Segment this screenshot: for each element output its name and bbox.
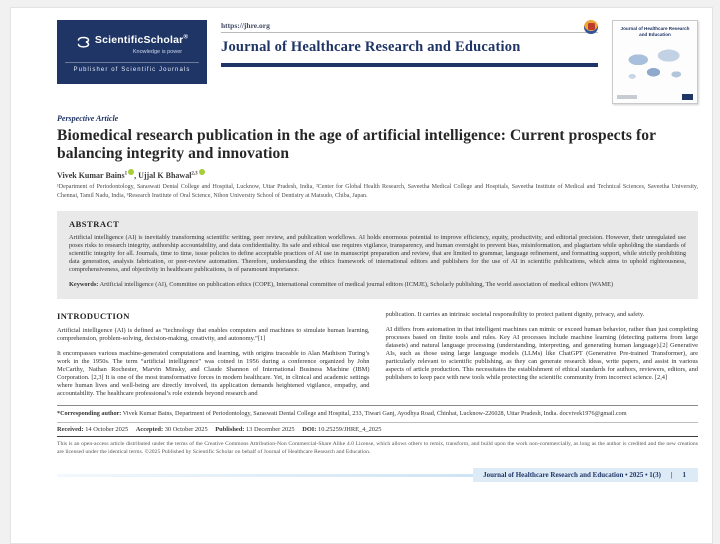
cover-logo-mark bbox=[682, 94, 693, 100]
publisher-logo-row bbox=[65, 30, 199, 55]
author-affiliation-sup: 2,3 bbox=[191, 171, 198, 177]
orcid-icon[interactable] bbox=[199, 169, 205, 175]
journal-cover-thumbnail bbox=[612, 20, 698, 104]
footer-divider-glyph: | bbox=[670, 471, 673, 480]
article-type-label: Perspective Article bbox=[57, 114, 119, 123]
doi-value: 10.25259/JHRE_4_2025 bbox=[316, 426, 382, 434]
abstract-box bbox=[57, 211, 698, 299]
footnote-divider bbox=[57, 405, 698, 406]
body-paragraph: Artificial intelligence (AI) is defined as “technology that enables computers and machines to simulate human learning, comprehension, problem-solving, decision-making, creativity, and autonomy.”[1] bbox=[57, 326, 370, 342]
body-paragraph: It encompasses various machine-generated computations and learning, with origins traceable to Alan Mathison Turing’s work in the 1950s. The term “artificial intelligence” was coined in 1956 during a conference organized by John McCarthy, Nathan Rochester, Marvin Minsky, and Claude Shannon of International Business Machine (IBM) Corporation. [2,3] It is one of the most transformative forces in modern healthcare. Yet, in clinical and academic settings where human lives and well-being are directly involved, its application demands heightened vigilance, empathy, and accountability. The healthcare professional’s role extends beyond research and bbox=[57, 349, 370, 398]
publisher-logo-block bbox=[57, 20, 207, 84]
scientific-scholar-logo-icon bbox=[76, 36, 91, 49]
journal-masthead bbox=[221, 20, 598, 67]
left-column bbox=[57, 311, 370, 399]
keywords-line bbox=[69, 281, 686, 289]
abstract-heading: ABSTRACT bbox=[69, 218, 120, 229]
accepted-date: 30 October 2025 bbox=[163, 426, 210, 434]
cover-title: Journal of Healthcare Research and Education bbox=[620, 26, 690, 37]
corresponding-author-text: Vivek Kumar Bains, Department of Periodontology, Saraswati Dental College and Hospital, 233, Tiwari Ganj, Ayodhya Road, Chinhat, Lucknow-226028, Uttar Pradesh, India. docvivek1976@gmail.com bbox=[121, 410, 627, 418]
masthead-rule bbox=[221, 63, 598, 67]
author-name: Vivek Kumar Bains$^1$ bbox=[57, 171, 128, 181]
journal-url-link[interactable]: https://jhre.org bbox=[221, 21, 270, 30]
body-paragraph: publication. It carries an intrinsic societal responsibility to protect patient dignity, privacy, and safety. bbox=[385, 310, 645, 318]
body-paragraph: AI differs from automation in that intelligent machines can mimic or exceed human behavior, rather than just completing processes based on finite tools and rules. Key AI processes include machine learning (detecting patterns from large datasets) and natural language processing (understanding, interpreting, and generating human language).[2] Generative AIs, such as those using large language models (LLMs) like ChatGPT (Generative Pre-trained Transformer), are particularly relevant to scientific publishing, as they can generate research ideas, write papers, and assist in various aspects of article production. This necessitates the establishment of ethical standards for authors, reviewers, editors, and publishers to keep pace with new tools while protecting the scientific community from incorrect science. [2,4] bbox=[385, 325, 698, 382]
keywords-text: Artificial intelligence (AI), Committee on publication ethics (COPE), International committee of medical journal editors (ICMJE), Scholarly publishing, The world association of medical editors (WAME) bbox=[98, 281, 614, 289]
footer-journal-citation: Journal of Healthcare Research and Education • 2025 • 1(3) bbox=[483, 471, 661, 480]
right-column bbox=[386, 311, 699, 399]
author-affiliation-sup: 1 bbox=[124, 171, 128, 177]
published-label: Published: bbox=[215, 426, 245, 434]
license-text: This is an open-access article distributed under the terms of the Creative Commons Attribution-Non Commercial-Share Alike 4.0 License, which allows others to remix, transform, and build upon the work non-commercially, as long as the author is credited and the new creations are licensed under the identical terms. ©2025 Published by Scientific Scholar on behalf of Journal of Healthcare Research and Education. bbox=[57, 441, 698, 456]
journal-url-row bbox=[221, 20, 598, 33]
page-footer bbox=[57, 468, 698, 482]
registered-mark: ® bbox=[183, 34, 189, 41]
cover-world-map-image bbox=[617, 40, 693, 92]
corresponding-author-label: *Corresponding author: bbox=[57, 410, 122, 418]
journal-title: Journal of Healthcare Research and Education bbox=[221, 39, 521, 55]
author-name: Ujjal K Bhawal$^{2,3}$ bbox=[138, 171, 198, 181]
published-date: 13 December 2025 bbox=[244, 426, 297, 434]
journal-page bbox=[10, 7, 713, 544]
footer-accent-line bbox=[57, 474, 473, 477]
cover-footer bbox=[617, 94, 693, 100]
author-line bbox=[57, 169, 698, 181]
publisher-tagline: Knowledge is power bbox=[132, 49, 183, 55]
affiliations-text: ¹Department of Periodontology, Saraswati Dental College and Hospital, Lucknow, Uttar Pradesh, India, ²Center for Global Health Research, Saveetha Medical College and Hospitals, Saveetha Institute of Medical and Technical Sciences, Saveetha University, Chennai, Tamil Nadu, India, ³Research Institute of Oral Science, Nihon University School of Dentistry at Matsudo, Chiba, Japan. bbox=[57, 184, 698, 199]
footer-citation-bar bbox=[473, 468, 698, 482]
footer-page-number: 1 bbox=[682, 471, 686, 480]
accepted-label: Accepted: bbox=[135, 426, 164, 434]
received-date: 14 October 2025 bbox=[83, 426, 130, 434]
received-label: Received: bbox=[57, 426, 84, 434]
cover-publisher-mark bbox=[617, 95, 637, 99]
doi-label: DOI: bbox=[302, 426, 317, 434]
page-header bbox=[57, 20, 698, 104]
article-title: Biomedical research publication in the age of artificial intelligence: Current prospects for balancing integrity and innovation bbox=[57, 127, 656, 163]
article-body bbox=[57, 311, 698, 399]
article-dates-row bbox=[57, 422, 698, 437]
author-separator: , bbox=[134, 171, 139, 181]
abstract-text: Artificial intelligence (AI) is inevitably transforming scientific writing, peer review, and publication workflows. AI holds enormous potential to improve efficiency, equity, productivity, and editorial precision. However, their unregulated use poses risks to research integrity, authorship accountability, and data confidentiality. Its safe and ethical use requires vigilance, transparency, and human oversight to prevent bias, misinformation, and plagiarism while upholding the standards of scientific integrity for all. Journals, time to time, issue policies to define acceptable practices of AI use in manuscript preparation and review, that are limited to grammar, language refinement, and formatting support, while strictly prohibiting data generation, analysis fabrication, or peer-review automation. Therefore, understanding the ethics framework of international editors and publishers for the use of AI in scientific publications, which aims to uphold righteousness, comprehensiveness, and objectivity in healthcare publications, is of paramount importance. bbox=[69, 233, 686, 274]
corresponding-author-note bbox=[57, 410, 698, 418]
publisher-subtitle: Publisher of Scientific Journals bbox=[65, 62, 199, 73]
keywords-label: Keywords: bbox=[69, 281, 99, 289]
crossmark-icon[interactable] bbox=[584, 20, 598, 34]
introduction-heading: INTRODUCTION bbox=[57, 310, 130, 321]
publisher-name: ScientificScholar® bbox=[94, 34, 189, 46]
